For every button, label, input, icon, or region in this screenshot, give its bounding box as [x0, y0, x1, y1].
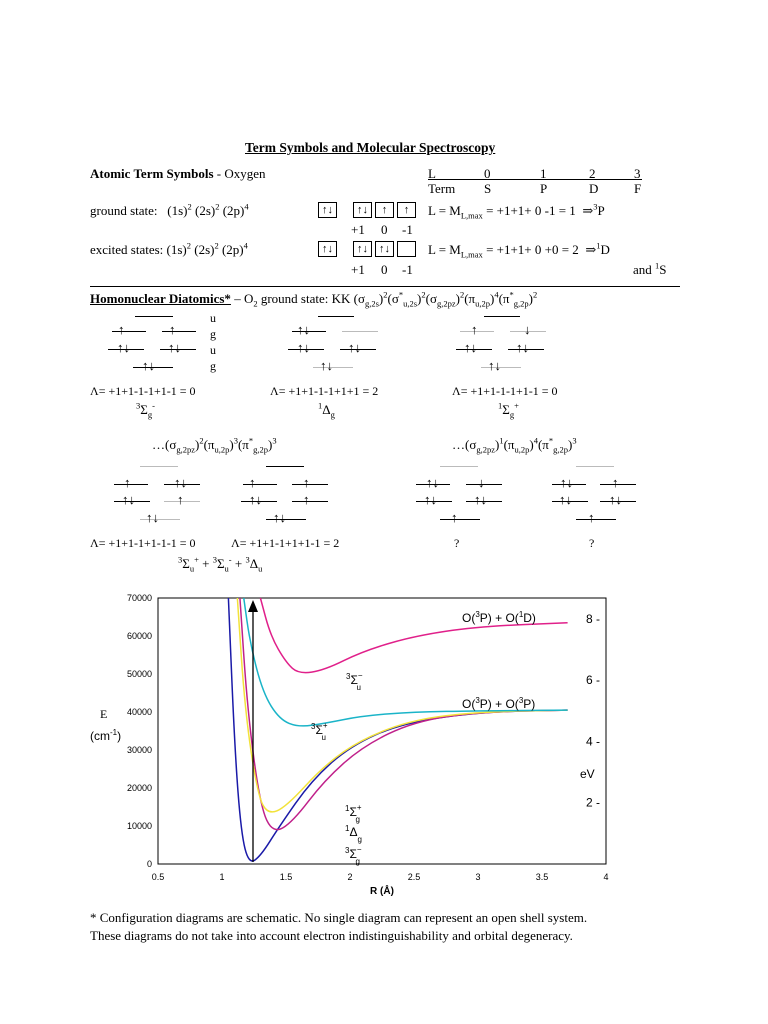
ground-l-result: $L = M_{L,max} = +1+1+ 0$ -1 = 1 ⇒$^3$P	[428, 201, 605, 221]
x-tick-label: 4	[603, 872, 609, 882]
ev-axis-title: eV	[580, 767, 595, 781]
term-label: Term	[428, 181, 456, 196]
potential-curves	[228, 598, 567, 861]
orbital-box-2p-plus1: ↑↓	[353, 202, 372, 218]
potential-curve-2	[240, 598, 568, 830]
ground-term-label-2: $^1\Delta_g$	[345, 824, 362, 844]
y-axis-ticks	[127, 593, 152, 869]
term-letter-p: P	[540, 181, 548, 196]
excited-ml-0: 0	[381, 262, 388, 277]
excited-ml-plus1: +1	[351, 262, 365, 277]
footnote-line-2: These diagrams do not take into account electron indistinguishability and orbital degeneracy.	[90, 928, 573, 943]
excited-orbital-boxes	[318, 240, 419, 257]
x-tick-label: 0.5	[151, 872, 165, 882]
term-letter-d: D	[589, 181, 599, 196]
ev-tick-label: 8 -	[586, 611, 601, 626]
ground-state-config: ground state: $(1s)^2$ $(2s)^2$ $(2p)^4$	[90, 201, 249, 218]
l-value-1: 1	[540, 166, 547, 181]
excited-term-sum: $^3\Sigma_u^+ + ^3\Sigma_u^- + ^3\Delta_u$	[178, 554, 263, 574]
l-value-0: 0	[484, 166, 491, 181]
atomic-heading: Atomic Term Symbols - Oxygen	[90, 166, 266, 181]
orbital-box-2p-minus1-ex	[397, 241, 416, 257]
term-singlet-delta-g: $^1\Delta_g$	[318, 400, 335, 420]
y-tick-label: 40000	[126, 707, 152, 717]
lambda-sum-2: Λ= +1+1-1-1+1+1 = 2	[270, 384, 379, 398]
footnote-line-1: * Configuration diagrams are schematic. No single diagram can represent an open shell system.	[90, 910, 588, 925]
lambda-sum-4: Λ= +1+1-1+1-1-1 = 0	[90, 536, 196, 550]
ev-tick-label: 6 -	[586, 673, 601, 688]
excited-config-right: $\dots(\sigma_{g,2pz})^1(\pi_{u,2p})^4(\pi^*_{g,2p})^3$	[452, 435, 577, 455]
sigma-u-minus-label: $^3$Σ− u	[346, 671, 363, 692]
term-singlet-sigma-g-plus: $^1\Sigma_g^+$	[498, 400, 519, 420]
term-triplet-sigma-g-minus: $^3\Sigma_g^-$	[136, 400, 155, 420]
excited-ml-minus1: -1	[402, 262, 413, 277]
x-tick-label: 3.5	[535, 872, 549, 882]
orbital-box-2p-plus1-ex: ↑↓	[353, 241, 372, 257]
ground-term-label-1: $^1$Σ+ g	[345, 803, 362, 824]
term-letter-s: S	[484, 181, 492, 196]
x-axis-ticks	[152, 872, 609, 882]
x-tick-label: 2.5	[407, 872, 421, 882]
y-axis-unit: $(cm^{-1})$	[90, 728, 122, 743]
y-axis-title: E	[100, 707, 108, 721]
y-tick-label: 30000	[126, 745, 152, 755]
symmetry-label-u-top: u	[210, 311, 216, 325]
lower-asymptote-label: O($^3$P) + O($^3$P)	[462, 696, 536, 711]
x-tick-label: 1.5	[279, 872, 293, 882]
excitation-arrow-head	[248, 600, 258, 612]
symmetry-label-g-bottom: g	[210, 359, 216, 373]
lambda-sum-5: Λ= +1+1-1+1+1-1 = 2	[231, 536, 340, 550]
excited-l-result: $L = M_{L,max} = +1+1+ 0 +0 = 2$ ⇒$^1$D	[428, 240, 610, 260]
x-tick-label: 1	[219, 872, 225, 882]
ev-tick-label: 4 -	[586, 734, 601, 749]
lambda-unknown-1: ?	[454, 536, 460, 550]
upper-asymptote-label: O($^3$P) + O($^1$D)	[462, 610, 536, 625]
y-tick-label: 70000	[126, 593, 152, 603]
ev-tick-label: 2 -	[586, 795, 601, 810]
section-divider	[90, 286, 680, 287]
symmetry-label-u-bottom: u	[210, 343, 216, 357]
y-tick-label: 60000	[126, 631, 152, 641]
orbital-box-2p-0-ex: ↑↓	[375, 241, 394, 257]
y-tick-label: 20000	[126, 783, 152, 793]
term-letter-f: F	[634, 181, 642, 196]
orbital-box-2p-0: ↑	[375, 202, 394, 218]
sigma-u-plus-label: $^3$Σ+ u	[311, 721, 328, 742]
ground-ml-0: 0	[381, 222, 388, 237]
excited-config-left: $\dots(\sigma_{g,2pz})^2(\pi_{u,2p})^3(\pi^*_{g,2p})^3$	[152, 435, 277, 455]
orbital-box-2p-minus1: ↑	[397, 202, 416, 218]
x-tick-label: 3	[475, 872, 481, 882]
x-tick-label: 2	[347, 872, 353, 882]
l-value-2: 2	[589, 166, 596, 181]
symmetry-label-g-top: g	[210, 327, 216, 341]
and-singlet-s: and $^1$S	[633, 260, 667, 277]
y-tick-label: 0	[146, 859, 152, 869]
l-value-3: 3	[634, 166, 641, 181]
lambda-sum-1: Λ= +1+1-1-1+1-1 = 0	[90, 384, 196, 398]
orbital-box-1s-ex: ↑↓	[318, 241, 337, 257]
y-tick-label: 10000	[126, 821, 152, 831]
l-label: L	[428, 166, 436, 181]
excited-state-config: excited states: $(1s)^2$ $(2s)^2$ $(2p)^4$	[90, 240, 248, 257]
homonuclear-heading: Homonuclear Diatomics* – $O_2$ ground state: KK $(\sigma_{g,2s})^2(\sigma^*_{u,2s})^2(\sigma_{g,2pz})^2(\pi_{u,2p})^4(\pi^*_{g,2p})^2$	[90, 289, 538, 309]
ground-orbital-boxes	[318, 201, 419, 218]
potential-energy-chart	[0, 580, 768, 910]
x-axis-title: R (Å)	[370, 886, 394, 897]
ground-term-label-3: $^3$Σ− g	[345, 845, 362, 866]
lambda-unknown-2: ?	[589, 536, 595, 550]
y-tick-label: 50000	[126, 669, 152, 679]
page-title: Term Symbols and Molecular Spectroscopy	[245, 140, 496, 155]
lambda-sum-3: Λ= +1+1-1-1+1-1 = 0	[452, 384, 558, 398]
ground-ml-minus1: -1	[402, 222, 413, 237]
orbital-box-1s: ↑↓	[318, 202, 337, 218]
ground-ml-plus1: +1	[351, 222, 365, 237]
